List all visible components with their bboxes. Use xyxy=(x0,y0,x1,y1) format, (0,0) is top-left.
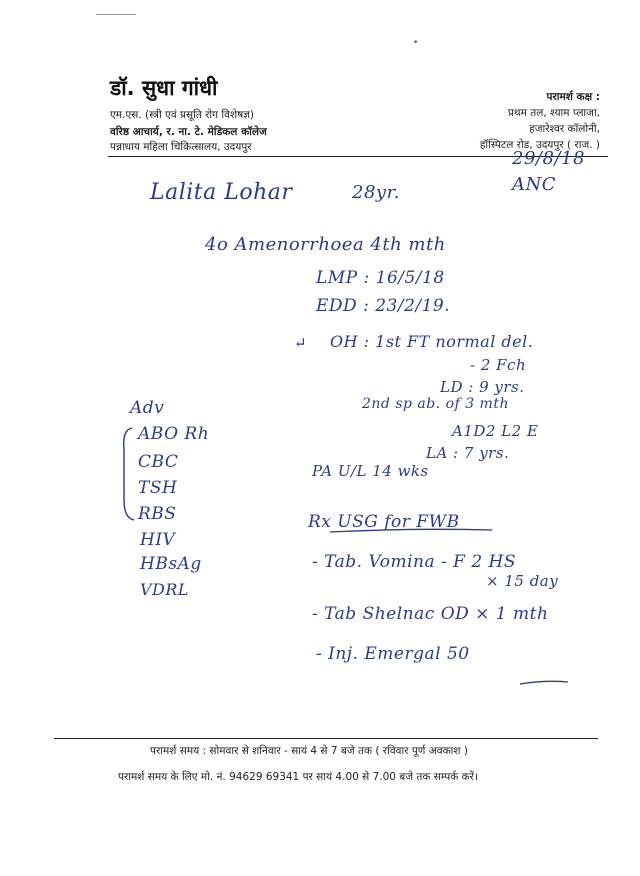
investigation-4: RBS xyxy=(138,504,177,524)
investigation-1: ABO Rh xyxy=(138,424,210,444)
edd: EDD : 23/2/19. xyxy=(316,296,451,316)
address-line-3: हॉस्पिटल रोड, उदयपुर ( राज. ) xyxy=(479,139,600,151)
rx-tab-shelnac: - Tab Shelnac OD × 1 mth xyxy=(312,604,549,624)
rx-tab-vomina: - Tab. Vomina - F 2 HS xyxy=(312,552,517,572)
visit-type: ANC xyxy=(512,174,557,195)
obstetric-history-1: OH : 1st FT normal del. xyxy=(330,332,534,351)
investigation-5: HIV xyxy=(140,530,176,550)
obstetric-history-3: 2nd sp ab. of 3 mth xyxy=(362,396,509,412)
patient-age: 28yr. xyxy=(352,182,400,203)
last-abortion: LA : 7 yrs. xyxy=(426,444,510,462)
complaint: 4o Amenorrhoea 4th mth xyxy=(205,234,446,255)
per-abdomen: PA U/L 14 wks xyxy=(312,462,429,480)
footer-timing: परामर्श समय : सोमवार से शनिवार - सायं 4 से 7 बजे तक ( रविवार पूर्ण अवकाश ) xyxy=(150,745,468,757)
obstetric-history-2: - 2 Fch xyxy=(470,356,527,374)
lmp: LMP : 16/5/18 xyxy=(316,268,445,288)
investigation-bracket xyxy=(124,428,134,520)
rx-usg: Rx USG for FWB xyxy=(308,512,460,532)
address-line-2: हजारेश्वर कॉलोनी, xyxy=(529,123,600,135)
date: 29/8/18 xyxy=(512,148,585,169)
investigation-6: HBsAg xyxy=(140,554,202,574)
qualification-line-3: पन्नाधाय महिला चिकित्सालय, उदयपुर xyxy=(110,141,252,153)
address-label: परामर्श कक्ष : xyxy=(546,91,600,103)
final-underline xyxy=(520,681,568,684)
arrow-mark: ↵ xyxy=(294,334,308,352)
advice-heading: Adv xyxy=(130,398,165,418)
qualification-line-1: एम.एस. (स्त्री एवं प्रसूति रोग विशेषज्ञ) xyxy=(110,109,254,121)
last-delivery: LD : 9 yrs. xyxy=(440,378,525,396)
investigation-3: TSH xyxy=(138,478,178,498)
qualification-line-2: वरिष्ठ आचार्य, र. ना. टे. मेडिकल कॉलेज xyxy=(110,126,267,138)
footer-contact: परामर्श समय के लिए मो. नं. 94629 69341 पर सायं 4.00 से 7.00 बजे तक सम्पर्क करें। xyxy=(118,771,478,783)
footer-divider xyxy=(54,738,598,739)
patient-name: Lalita Lohar xyxy=(150,180,293,205)
doctor-name: डॉ. सुधा गांधी xyxy=(110,76,218,100)
address-line-1: प्रथम तल, श्याम प्लाजा, xyxy=(507,107,600,119)
scan-dot: • xyxy=(413,38,419,48)
obstetric-history-4: A1D2 L2 E xyxy=(452,422,539,440)
rx-inj-emergal: - Inj. Emergal 50 xyxy=(316,644,470,664)
rx-tab-vomina-duration: × 15 day xyxy=(486,572,559,590)
investigation-7: VDRL xyxy=(140,580,190,599)
investigation-2: CBC xyxy=(138,452,179,472)
